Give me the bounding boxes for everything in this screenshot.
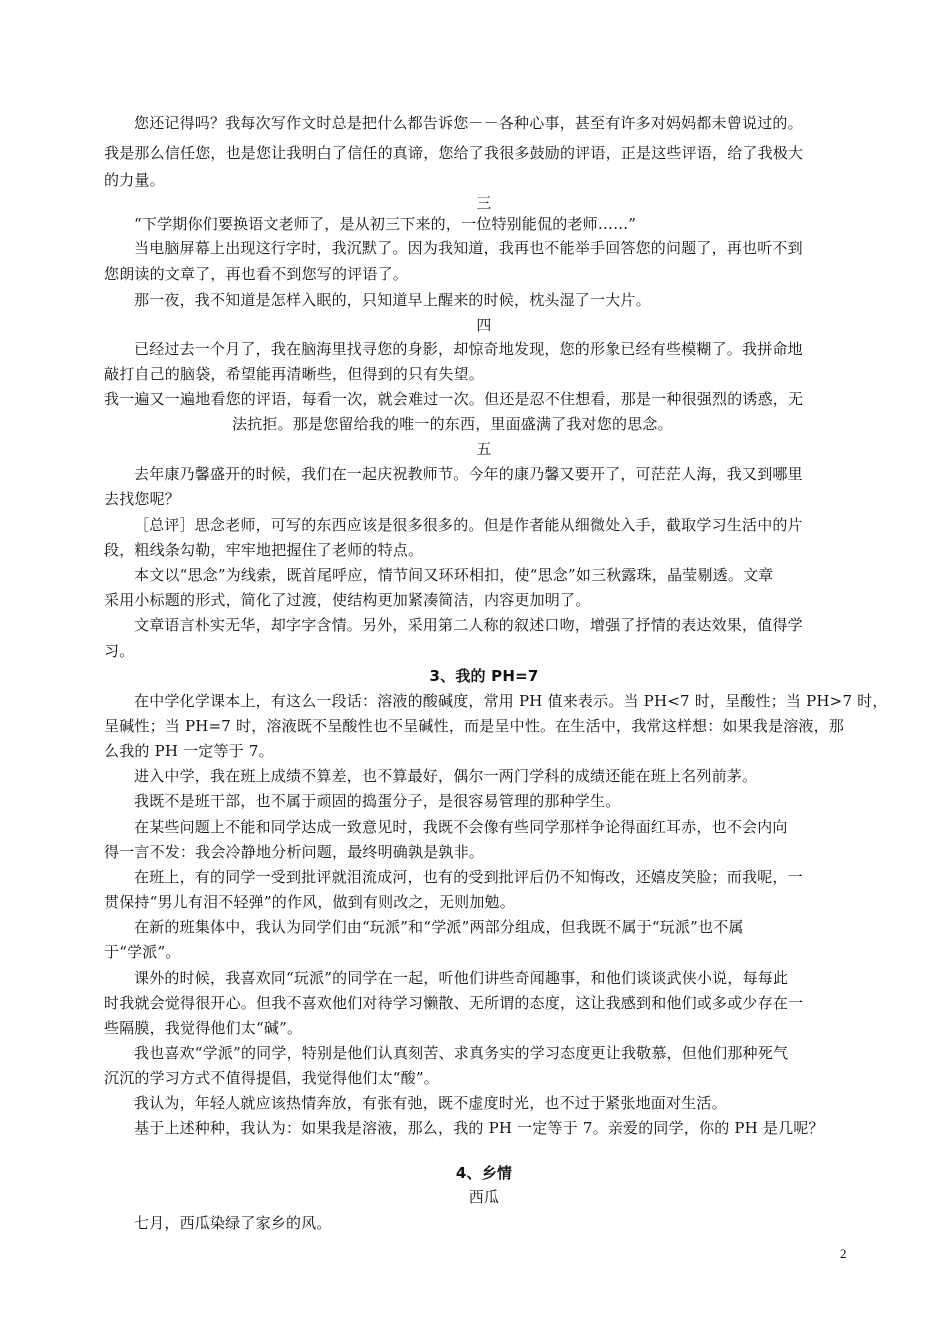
paragraph-line: 段，粗线条勾勒，牢牢地把握住了老师的特点。 [104,541,424,559]
paragraph-line: 呈碱性；当 PH=7 时，溶液既不呈酸性也不呈碱性，而是呈中性。在生活中，我常这样想：如果我是溶液，那 [104,717,845,735]
paragraph-line: 我认为，年轻人就应该热情奔放，有张有弛，既不虚度时光，也不过于紧张地面对生活。 [134,1094,727,1112]
paragraph-line: 习。 [104,642,135,660]
paragraph-line: 课外的时候，我喜欢同“玩派”的同学在一起，听他们讲些奇闻趣事，和他们谈谈武侠小说，每每此 [134,969,789,987]
paragraph-line: 在某些问题上不能和同学达成一致意见时，我既不会像有些同学那样争论得面红耳赤，也不会内向 [134,818,788,836]
article-title: 4、乡情 [455,1164,513,1182]
paragraph-line: 已经过去一个月了，我在脑海里找寻您的身影，却惊奇地发现，您的形象已经有些模糊了。我拼命地 [134,340,803,358]
paragraph-line: 么我的 PH 一定等于 7。 [104,742,274,760]
paragraph-line: 去找您呢？ [104,490,181,508]
paragraph-line: 在新的班集体中，我认为同学们由“玩派”和“学派”两部分组成，但我既不属于“玩派”也不属 [134,918,744,936]
paragraph-line: 本文以“思念”为线索，既首尾呼应，情节间又环环相扣，使“思念”如三秋露珠，晶莹剔透。文章 [134,566,774,584]
paragraph-line: 沉沉的学习方式不值得提倡，我觉得他们太“酸”。 [104,1069,439,1087]
paragraph-line: 贯保持“男儿有泪不轻弹”的作风，做到有则改之，无则加勉。 [104,893,515,911]
paragraph-line: 的力量。 [104,171,165,189]
paragraph-line: 我是那么信任您，也是您让我明白了信任的真谛，您给了我很多鼓励的评语，正是这些评语，给了我极大 [104,144,804,162]
section-heading: 五 [476,440,492,458]
paragraph-line: 我也喜欢“学派”的同学，特别是他们认真刻苦、求真务实的学习态度更让我敬慕，但他们那种死气 [134,1044,789,1062]
paragraph-line: 七月，西瓜染绿了家乡的风。 [134,1214,332,1232]
section-heading: 三 [476,194,492,212]
paragraph-line: 当电脑屏幕上出现这行字时，我沉默了。因为我知道，我再也不能举手回答您的问题了，再也听不到 [134,239,803,257]
section-heading: 四 [476,316,492,334]
paragraph-line: ［总评］思念老师，可写的东西应该是很多很多的。但是作者能从细微处入手，截取学习生活中的片 [134,516,803,534]
subtitle: 西瓜 [468,1188,500,1206]
paragraph-line: 些隔膜，我觉得他们太“碱”。 [104,1019,303,1037]
paragraph-line: 文章语言朴实无华，却字字含情。另外，采用第二人称的叙述口吻，增强了抒情的表达效果，值得学 [134,616,803,634]
article-title: 3、我的 PH=7 [429,667,539,685]
page-number: 2 [840,1246,847,1261]
paragraph-line: 去年康乃馨盛开的时候，我们在一起庆祝教师节。今年的康乃馨又要开了，可茫茫人海，我又到哪里 [134,465,803,483]
paragraph-line: 在中学化学课本上，有这么一段话：溶液的酸碱度，常用 PH 值来表示。当 PH<7 时，呈酸性；当 PH>7 时， [134,692,888,710]
paragraph-line: 敲打自己的脑袋，希望能再清晰些，但得到的只有失望。 [104,365,485,383]
paragraph-line: 时我就会觉得很开心。但我不喜欢他们对待学习懒散、无所谓的态度，这让我感到和他们或多或少存在一 [104,994,804,1012]
paragraph-line: 基于上述种种，我认为：如果我是溶液，那么，我的 PH 一定等于 7。亲爱的同学，你的 PH 是几呢？ [134,1119,824,1137]
paragraph-line: 进入中学，我在班上成绩不算差，也不算最好，偶尔一两门学科的成绩还能在班上名列前茅。 [134,767,758,785]
paragraph-line: 那一夜，我不知道是怎样入眠的，只知道早上醒来的时候，枕头湿了一大片。 [134,291,651,309]
paragraph-line: 法抗拒。那是您留给我的唯一的东西，里面盛满了我对您的思念。 [232,415,673,433]
paragraph-line: 在班上，有的同学一受到批评就泪流成河，也有的受到批评后仍不知悔改，还嬉皮笑脸；而我呢，一 [134,868,803,886]
paragraph-line: 得一言不发：我会冷静地分析问题，最终明确孰是孰非。 [104,843,485,861]
paragraph-line: 于“学派”。 [104,943,181,961]
paragraph-line: 我既不是班干部，也不属于顽固的捣蛋分子，是很容易管理的那种学生。 [134,792,621,810]
paragraph-line: 我一遍又一遍地看您的评语，每看一次，就会难过一次。但还是忍不住想看，那是一种很强烈的诱惑，无 [104,390,804,408]
paragraph-line: 您朗读的文章了，再也看不到您写的评语了。 [104,265,409,283]
paragraph-line: 采用小标题的形式，简化了过渡，使结构更加紧凑简洁，内容更加明了。 [104,591,591,609]
paragraph-line: “下学期你们要换语文老师了，是从初三下来的，一位特别能侃的老师……” [134,215,637,233]
paragraph-line: 您还记得吗？我每次写作文时总是把什么都告诉您－－各种心事，甚至有许多对妈妈都未曾说过的。 [134,114,803,132]
